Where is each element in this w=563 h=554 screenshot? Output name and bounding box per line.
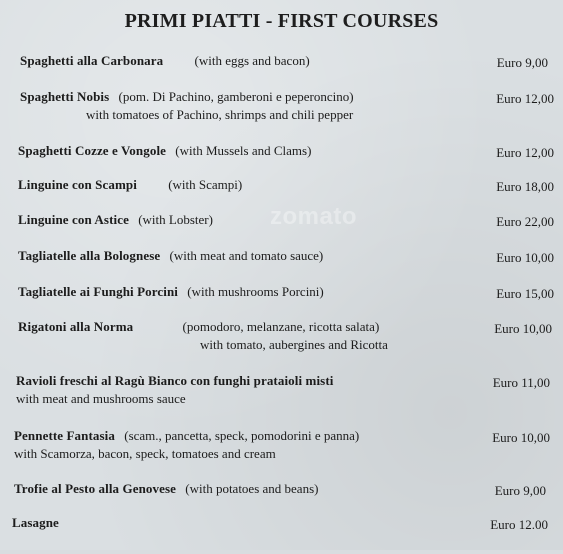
dish-price: Euro 10,00 bbox=[496, 250, 554, 265]
dish-desc: (with Scampi) bbox=[168, 177, 243, 192]
menu-item-lasagne bbox=[0, 514, 563, 554]
dish-desc-english: with meat and mushrooms sauce bbox=[16, 391, 186, 406]
dish-name: Pennette Fantasia bbox=[14, 428, 115, 443]
dish-price: Euro 11,00 bbox=[492, 375, 550, 390]
menu-item-pennette-fantasia bbox=[0, 427, 563, 467]
dish-desc-english: with Scamorza, bacon, speck, tomatoes and cream bbox=[14, 446, 276, 461]
dish-name: Linguine con Astice bbox=[18, 212, 129, 227]
dish-name: Trofie al Pesto alla Genovese bbox=[14, 481, 176, 496]
menu-item-spaghetti-carbonara bbox=[0, 52, 563, 92]
dish-price: Euro 9,00 bbox=[496, 55, 548, 70]
dish-name: Spaghetti alla Carbonara bbox=[20, 53, 164, 68]
dish-price: Euro 9,00 bbox=[494, 483, 546, 498]
dish-desc: (with meat and tomato sauce) bbox=[169, 248, 324, 263]
dish-desc: (with potatoes and beans) bbox=[185, 481, 319, 496]
dish-desc: (with Mussels and Clams) bbox=[175, 143, 312, 158]
menu-item-ravioli-ragu-bianco bbox=[0, 372, 563, 412]
dish-price: Euro 12.00 bbox=[490, 517, 548, 532]
menu-item-tagliatelle-bolognese bbox=[0, 247, 563, 287]
dish-price: Euro 10,00 bbox=[494, 321, 552, 336]
dish-name: Tagliatelle ai Funghi Porcini bbox=[18, 284, 178, 299]
dish-name: Spaghetti Cozze e Vongole bbox=[18, 143, 167, 158]
dish-name: Ravioli freschi al Ragù Bianco con funghi prataioli misti bbox=[16, 373, 334, 388]
dish-name: Tagliatelle alla Bolognese bbox=[18, 248, 161, 263]
menu-item-tagliatelle-funghi-porcini bbox=[0, 283, 563, 323]
dish-name: Spaghetti Nobis bbox=[20, 89, 110, 104]
dish-price: Euro 10,00 bbox=[492, 430, 550, 445]
dish-price: Euro 22,00 bbox=[496, 214, 554, 229]
dish-name: Lasagne bbox=[12, 515, 59, 530]
dish-desc: (with Lobster) bbox=[138, 212, 213, 227]
watermark: zomato bbox=[270, 203, 357, 230]
dish-name: Rigatoni alla Norma bbox=[18, 319, 134, 334]
dish-name: Linguine con Scampi bbox=[18, 177, 137, 192]
dish-desc: (with eggs and bacon) bbox=[194, 53, 310, 68]
dish-desc: (with mushrooms Porcini) bbox=[187, 284, 324, 299]
dish-desc: (pom. Di Pachino, gamberoni e peperoncino) bbox=[118, 89, 354, 104]
dish-desc: (scam., pancetta, speck, pomodorini e panna) bbox=[124, 428, 360, 443]
dish-price: Euro 12,00 bbox=[496, 91, 554, 106]
page-title: PRIMI PIATTI - FIRST COURSES bbox=[124, 10, 439, 32]
dish-price: Euro 18,00 bbox=[496, 179, 554, 194]
menu-item-rigatoni-norma bbox=[0, 318, 563, 358]
menu-item-spaghetti-nobis bbox=[0, 88, 563, 128]
dish-price: Euro 12,00 bbox=[496, 145, 554, 160]
dish-desc-english: with tomatoes of Pachino, shrimps and chili pepper bbox=[86, 107, 354, 122]
dish-desc-english: with tomato, aubergines and Ricotta bbox=[200, 337, 388, 352]
dish-desc: (pomodoro, melanzane, ricotta salata) bbox=[182, 319, 380, 334]
dish-price: Euro 15,00 bbox=[496, 286, 554, 301]
